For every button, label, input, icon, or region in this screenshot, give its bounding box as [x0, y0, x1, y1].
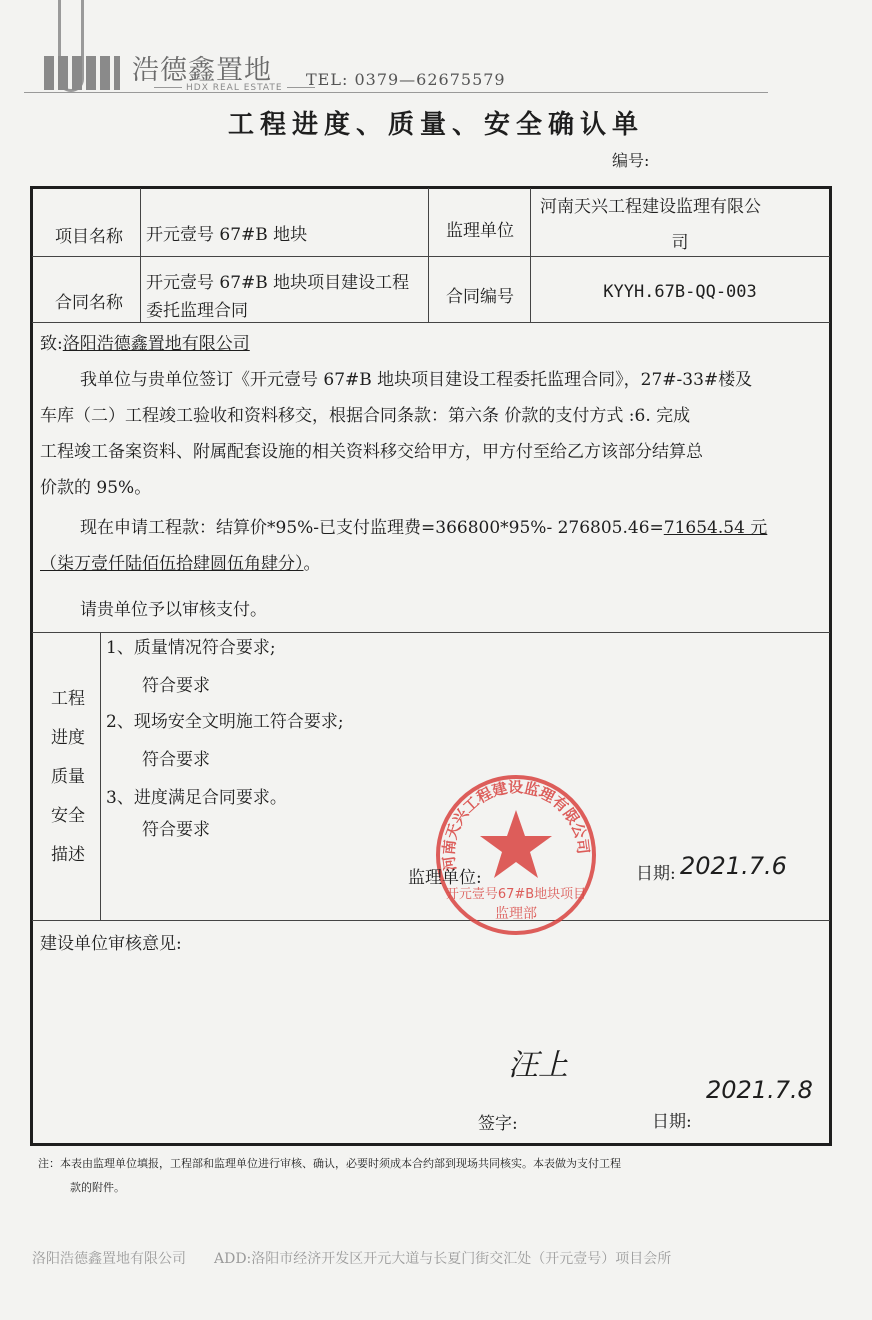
requirement-2: 2、现场安全文明施工符合要求; [106, 712, 344, 732]
amount-in-words: （柒万壹仟陆佰伍拾肆圆伍角肆分） [40, 554, 304, 574]
supervisor-date-handwritten: 2021.7.6 [680, 852, 787, 880]
svg-text:河南天兴工程建设监理有限公司: 河南天兴工程建设监理有限公司 [439, 778, 593, 873]
sign-label: 签字: [478, 1114, 518, 1134]
amount-words-line: （柒万壹仟陆佰伍拾肆圆伍角肆分）。 [40, 554, 321, 574]
owner-date-handwritten: 2021.7.8 [706, 1076, 813, 1104]
requirement-2-result: 符合要求 [142, 750, 210, 770]
project-name-label: 项目名称 [55, 227, 123, 247]
contract-name-label: 合同名称 [55, 293, 123, 313]
column-divider [428, 188, 429, 322]
owner-signature: 汪上 [508, 1048, 568, 1083]
supervisor-value-line1: 河南天兴工程建设监理有限公 [540, 197, 761, 217]
row-divider [32, 322, 830, 323]
recipient [40, 326, 280, 362]
column-divider [100, 632, 101, 920]
project-name-value: 开元壹号 67#B 地块 [146, 225, 308, 245]
column-divider [140, 188, 141, 322]
supervisor-unit-label: 监理单位: [408, 868, 482, 888]
company-logo-text: 浩德鑫置地 [132, 55, 272, 86]
description-side-label: 工程 进度 质量 安全 描述 [51, 689, 85, 865]
supervisor-label: 监理单位 [446, 221, 514, 241]
payment-formula: 现在申请工程款：结算价*95%-已支付监理费=366800*95%- 276805.46= [80, 518, 664, 538]
document-title: 工程进度、质量、安全确认单 [227, 110, 644, 140]
contract-name-line2: 委托监理合同 [146, 301, 248, 321]
supervisor-value-line2: 司 [671, 233, 689, 253]
requirement-1: 1、质量情况符合要求; [106, 638, 276, 658]
telephone: TEL: 0379—62675579 [306, 70, 506, 89]
contract-number-label: 合同编号 [446, 287, 514, 307]
requirement-3-result: 符合要求 [142, 820, 210, 840]
row-divider [32, 256, 830, 257]
contract-name-line1: 开元壹号 67#B 地块项目建设工程 [146, 273, 410, 293]
svg-text:开元壹号67#B地块项目: 开元壹号67#B地块项目 [445, 887, 587, 902]
requirement-1-result: 符合要求 [142, 676, 210, 696]
owner-review-label: 建设单位审核意见: [40, 934, 182, 954]
letter-line-2: 车库（二）工程竣工验收和资料移交，根据合同条款：第六条 价款的支付方式 :6. 完成 [40, 406, 691, 426]
official-seal-stamp [426, 770, 606, 940]
recipient-label: 致: [40, 334, 63, 354]
page-footer [32, 1248, 699, 1268]
svg-text:监理部: 监理部 [495, 906, 537, 922]
request-text: 请贵单位予以审核支付。 [80, 600, 267, 620]
supervisor-date-label: 日期: [636, 864, 676, 884]
footer-company: 洛阳浩德鑫置地有限公司 [32, 1251, 186, 1267]
letter-line-4: 价款的 95%。 [40, 478, 152, 498]
serial-number-label: 编号: [612, 151, 650, 170]
recipient-company: 洛阳浩德鑫置地有限公司 [62, 334, 250, 354]
requirement-3: 3、进度满足合同要求。 [106, 788, 287, 808]
owner-date-label: 日期: [652, 1112, 692, 1132]
company-logo-subtitle: HDX REAL ESTATE [150, 83, 319, 93]
header-divider [24, 92, 768, 93]
letter-line-1: 我单位与贵单位签订《开元壹号 67#B 地块项目建设工程委托监理合同》，27#-33#楼及 [80, 370, 753, 390]
payment-request-line [80, 510, 767, 546]
company-logo-icon [44, 52, 122, 92]
footnote: 注：本表由监理单位填报，工程部和监理单位进行审核、确认，必要时须成本合约部到现场共同核实。本表做为支付工程 款的附件。 [38, 1157, 621, 1194]
contract-number-value: KYYH.67B-QQ-003 [603, 282, 757, 302]
payment-amount: 71654.54 元 [663, 518, 768, 538]
letter-line-3: 工程竣工备案资料、附属配套设施的相关资料移交给甲方，甲方付至给乙方该部分结算总 [40, 442, 703, 462]
footer-address: ADD:洛阳市经济开发区开元大道与长夏门街交汇处（开元壹号）项目会所 [214, 1251, 672, 1267]
